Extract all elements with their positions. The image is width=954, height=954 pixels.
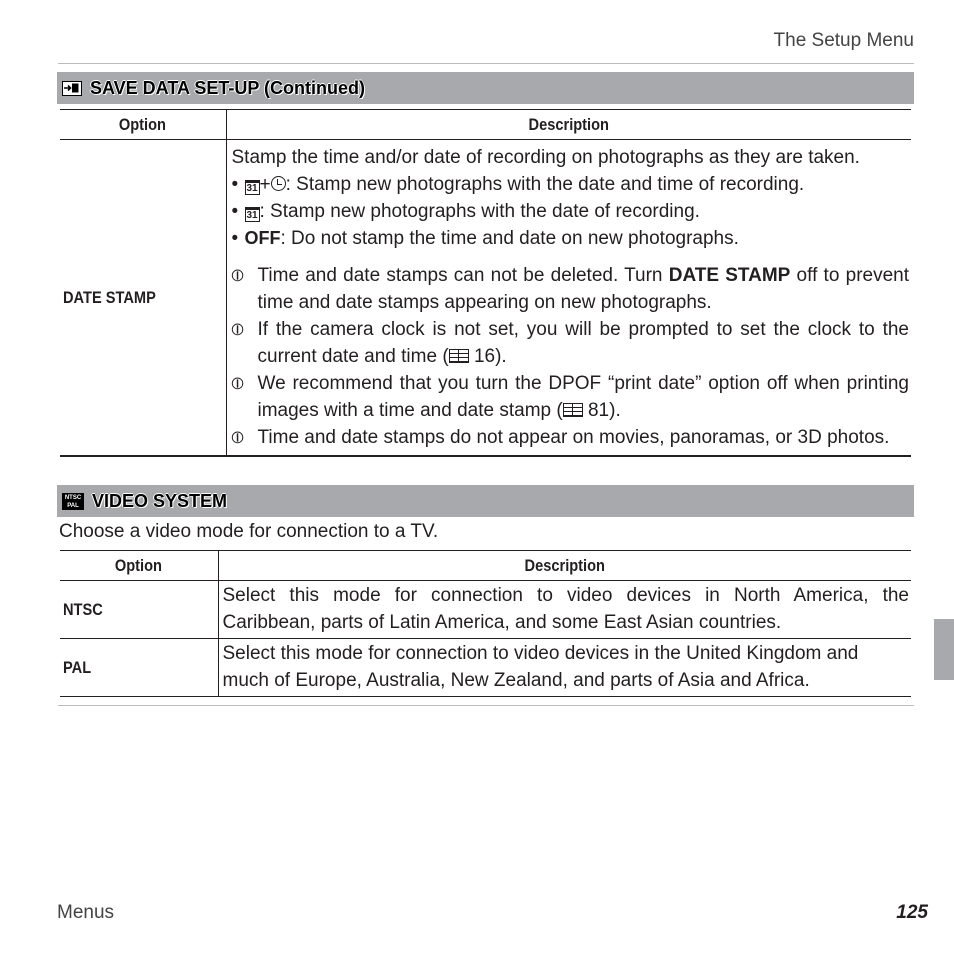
header-divider [58, 63, 914, 64]
column-header-option: Option [60, 551, 218, 581]
bullet-date: • 31 : Stamp new photographs with the date of recording. [231, 201, 700, 222]
section-title: SAVE DATA SET-UP (Continued) [90, 77, 365, 98]
video-system-intro: Choose a video mode for connection to a TV. [59, 521, 439, 542]
book-icon [563, 403, 583, 417]
table-row [60, 140, 911, 457]
option-cell: DATE STAMP [60, 140, 226, 457]
page-number: 125 [896, 902, 928, 923]
caution-note: ⦶ We recommend that you turn the DPOF “print date” option off when printing images with a time and date stamp ( 81). [232, 370, 910, 424]
video-system-section-header [57, 485, 914, 517]
bullet-date-time: • 31 + : Stamp new photographs with the date and time of recording. [231, 174, 805, 195]
description-cell: Select this mode for connection to video devices in North America, the Caribbean, parts of Latin America, and some East Asian countries. [222, 585, 909, 633]
chapter-tab [934, 619, 954, 680]
footer-divider [58, 705, 914, 706]
section-title: VIDEO SYSTEM [92, 490, 228, 511]
caution-icon: ⦶ [231, 320, 244, 339]
save-data-icon [62, 81, 82, 96]
footer-section-label: Menus [57, 902, 115, 923]
option-cell: PAL [60, 639, 218, 697]
description-cell [226, 140, 911, 457]
running-header: The Setup Menu [773, 30, 914, 51]
caution-note: ⦶ Time and date stamps do not appear on movies, panoramas, or 3D photos. [232, 424, 910, 451]
description-intro: Stamp the time and/or date of recording on photographs as they are taken. [231, 147, 860, 168]
caution-icon: ⦶ [231, 428, 244, 447]
caution-note: ⦶ If the camera clock is not set, you will be prompted to set the clock to the current date and time ( 16). [232, 316, 910, 370]
clock-icon [271, 176, 286, 191]
column-header-option: Option [60, 110, 226, 140]
option-cell: NTSC [60, 581, 218, 639]
video-system-table [60, 550, 911, 697]
ntsc-pal-icon: NTSC PAL [62, 493, 84, 510]
column-header-description: Description [218, 551, 911, 581]
caution-icon: ⦶ [231, 374, 244, 393]
calendar-icon: 31 [245, 180, 260, 195]
book-icon [449, 349, 469, 363]
description-cell: Select this mode for connection to video devices in the United Kingdom and much of Europe, Australia, New Zealand, and parts of Asia and Africa. [222, 643, 859, 691]
table-row [60, 581, 911, 639]
caution-note: ⦶ Time and date stamps can not be deleted. Turn DATE STAMP off to prevent time and date stamps appearing on new photographs. [232, 262, 910, 316]
bullet-off: • OFF: Do not stamp the time and date on new photographs. [231, 228, 739, 249]
save-data-section-header [57, 72, 914, 104]
caution-icon: ⦶ [231, 266, 244, 285]
table-row [60, 639, 911, 697]
calendar-icon: 31 [245, 207, 260, 222]
date-stamp-table [60, 109, 911, 457]
column-header-description: Description [226, 110, 911, 140]
